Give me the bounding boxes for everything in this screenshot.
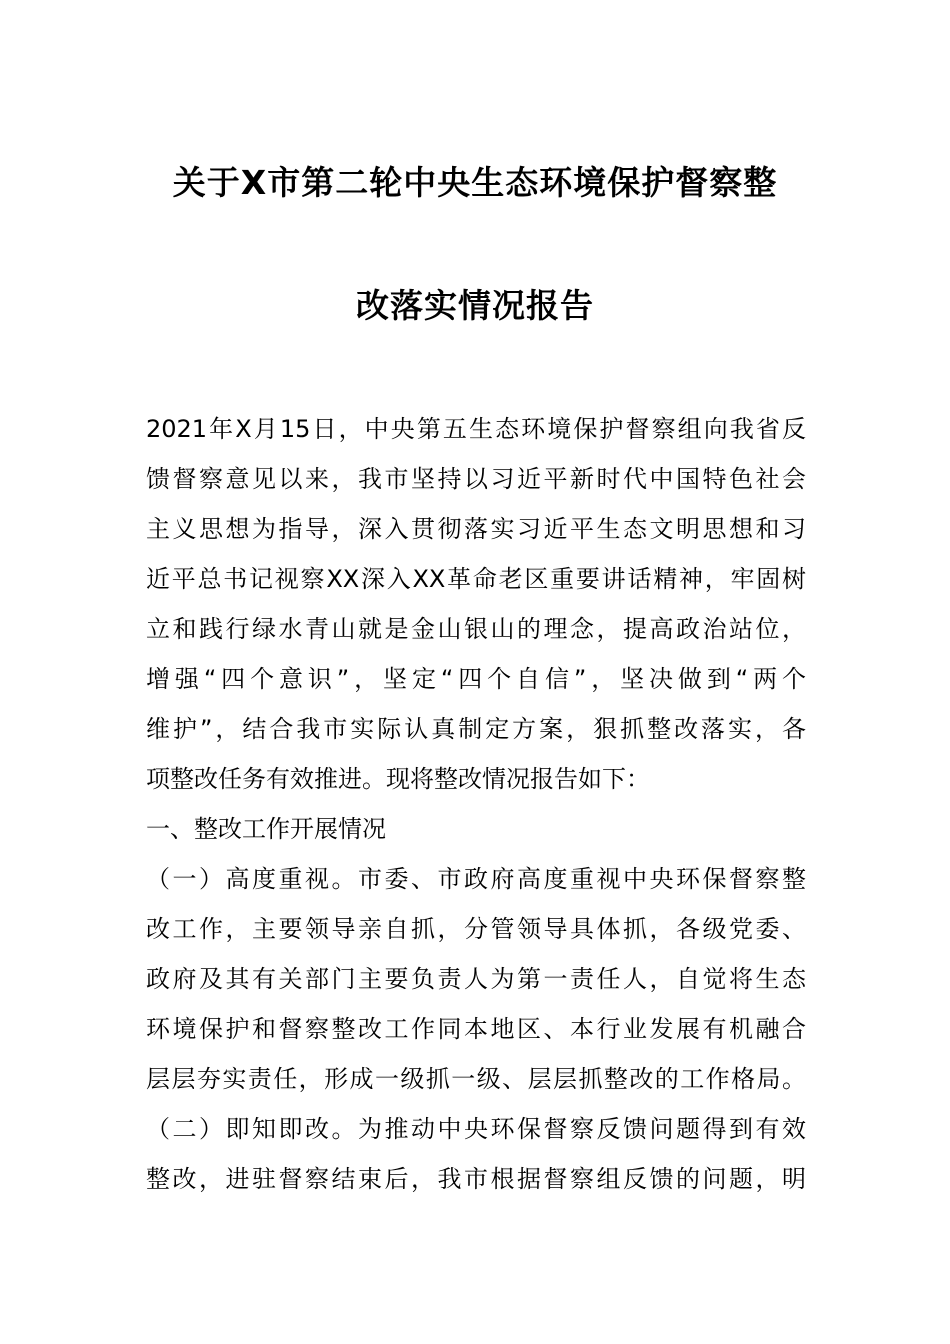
paragraph-line: 增强“四个意识”，坚定“四个自信”，坚决做到“两个 [146,665,806,693]
document-title-line-1: 关于X市第二轮中央生态环境保护督察整 [172,163,778,202]
paragraph-line: 环境保护和督察整改工作同本地区、本行业发展有机融合 [146,1015,806,1043]
paragraph-line: 2021年X月15日，中央第五生态环境保护督察组向我省反 [146,415,806,443]
paragraph-line: 立和践行绿水青山就是金山银山的理念，提高政治站位， [146,615,806,643]
paragraph-line: 维护”，结合我市实际认真制定方案，狠抓整改落实，各 [146,715,806,743]
paragraph-line: 层层夯实责任，形成一级抓一级、层层抓整改的工作格局。 [146,1065,806,1093]
paragraph-line: 主义思想为指导，深入贯彻落实习近平生态文明思想和习 [146,515,806,543]
section-heading: 一、整改工作开展情况 [146,815,386,843]
paragraph-line: 政府及其有关部门主要负责人为第一责任人，自觉将生态 [146,965,806,993]
paragraph-line: 改工作，主要领导亲自抓，分管领导具体抓，各级党委、 [146,915,806,943]
paragraph-line: 近平总书记视察XX深入XX革命老区重要讲话精神，牢固树 [146,565,806,593]
paragraph-line: 馈督察意见以来，我市坚持以习近平新时代中国特色社会 [146,465,806,493]
document-title-line-2: 改落实情况报告 [356,286,594,325]
paragraph-line: （二）即知即改。为推动中央环保督察反馈问题得到有效 [146,1115,806,1143]
paragraph-line: （一）高度重视。市委、市政府高度重视中央环保督察整 [146,865,806,893]
paragraph-line: 整改，进驻督察结束后，我市根据督察组反馈的问题，明 [146,1165,806,1193]
paragraph-line: 项整改任务有效推进。现将整改情况报告如下： [146,765,650,793]
